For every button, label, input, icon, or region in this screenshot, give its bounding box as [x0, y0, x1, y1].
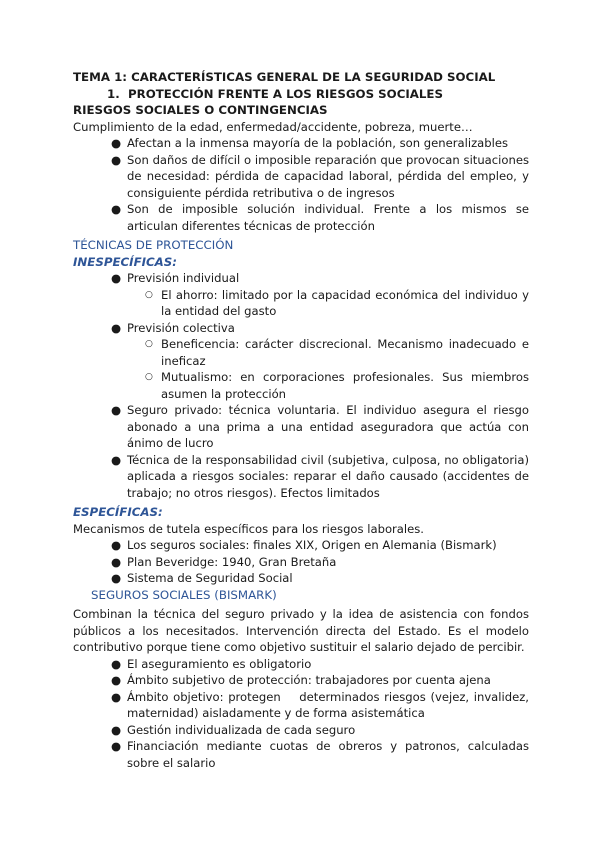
- list-item: ● Previsión colectiva ○ Beneficencia: carácter discrecional. Mecanismo inadecuado e ineficaz ○ Mutualismo: en corporaciones profesionales. Sus miembros asumen la protección: [111, 320, 529, 401]
- list-item: ● Gestión individualizada de cada seguro: [111, 722, 356, 737]
- list-item: ● Los seguros sociales: finales XIX, Origen en Alemania (Bismark): [111, 538, 497, 552]
- bullet-icon: ●: [111, 689, 122, 704]
- circle-bullet-icon: ○: [145, 372, 153, 382]
- bullet-icon: ●: [111, 452, 122, 467]
- bullet-icon: ●: [111, 554, 122, 569]
- bullet-icon: ●: [111, 656, 122, 671]
- sublist: [127, 287, 529, 320]
- list-item: ● Son de imposible solución individual. Frente a los mismos se articulan diferentes técnicas de protección: [111, 202, 529, 233]
- list-item: ● Plan Beveridge: 1940, Gran Bretaña: [111, 554, 337, 569]
- seguros-intro: Combinan la técnica del seguro privado y la idea de asistencia con fondos públicos a los necesitados. Intervención directa del Estado. Es el modelo contributivo porque tiene como objetivo sustituir el salario dejado de percibir.: [73, 607, 529, 654]
- bullet-icon: ●: [111, 673, 122, 687]
- riesgos-heading: RIESGOS SOCIALES O CONTINGENCIAS: [73, 103, 328, 117]
- sublist-item: ○ Beneficencia: carácter discrecional. Mecanismo inadecuado e ineficaz: [145, 337, 529, 368]
- list-item: ● Previsión individual ○ El ahorro: limitado por la capacidad económica del individuo y la entidad del gasto: [111, 271, 529, 318]
- tecnicas-heading: TÉCNICAS DE PROTECCIÓN: [73, 238, 234, 252]
- list-item: ● Afectan a la inmensa mayoría de la población, son generalizables: [111, 136, 509, 150]
- sublist: [127, 336, 529, 402]
- riesgos-intro: Cumplimiento de la edad, enfermedad/accidente, pobreza, muerte…: [73, 119, 473, 134]
- bullet-icon: ●: [111, 571, 122, 585]
- inespecificas-heading: INESPECÍFICAS:: [73, 254, 178, 269]
- bullet-icon: ●: [111, 152, 122, 167]
- list-item: ● Ámbito subjetivo de protección: trabajadores por cuenta ajena: [111, 673, 491, 687]
- list-item: ● Seguro privado: técnica voluntaria. El individuo asegura el riesgo abonado a una prima a una entidad aseguradora que actúa con ánimo de lucro: [111, 403, 529, 450]
- document-content: [73, 69, 533, 771]
- seguros-heading: SEGUROS SOCIALES (BISMARK): [91, 587, 277, 602]
- bullet-icon: ●: [111, 722, 122, 737]
- circle-bullet-icon: ○: [145, 339, 153, 349]
- especificas-list: [73, 537, 529, 587]
- riesgos-list: [73, 135, 529, 234]
- section-title: PROTECCIÓN FRENTE A LOS RIESGOS SOCIALES: [128, 86, 443, 101]
- seguros-list: [73, 656, 533, 772]
- sublist-item: ○ Mutualismo: en corporaciones profesionales. Sus miembros asumen la protección: [145, 370, 529, 401]
- list-item: ● Sistema de Seguridad Social: [111, 571, 293, 585]
- list-item: ● Ámbito objetivo: protegen determinados riesgos (vejez, invalidez, maternidad) aisladamente y de forma asistemática: [111, 689, 533, 720]
- bullet-icon: ●: [111, 136, 122, 150]
- section-heading-1: [107, 86, 529, 103]
- circle-bullet-icon: ○: [145, 289, 153, 300]
- list-item: ● Financiación mediante cuotas de obreros y patronos, calculadas sobre el salario: [111, 739, 529, 770]
- bullet-icon: ●: [111, 538, 122, 552]
- list-item: ● Técnica de la responsabilidad civil (subjetiva, culposa, no obligatoria) aplicada a riesgos sociales: reparar el daño causado (accidentes de trabajo; no otros riesgos). Efectos limitados: [111, 452, 529, 500]
- especificas-heading: ESPECÍFICAS:: [73, 505, 163, 519]
- bullet-icon: ●: [111, 739, 122, 753]
- list-item: ● El aseguramiento es obligatorio: [111, 656, 312, 671]
- document-title: TEMA 1: CARACTERÍSTICAS GENERAL DE LA SEGURIDAD SOCIAL: [73, 70, 496, 84]
- bullet-icon: ●: [111, 320, 122, 335]
- section-number: 1.: [107, 86, 120, 101]
- bullet-icon: ●: [111, 403, 122, 417]
- bullet-icon: ●: [111, 271, 122, 285]
- especificas-intro: Mecanismos de tutela específicos para los riesgos laborales.: [73, 521, 424, 536]
- list-item: ● Son daños de difícil o imposible reparación que provocan situaciones de necesidad: pérdida de capacidad laboral, pérdida del empleo, y consiguiente pérdida retributiva o de ingresos: [111, 152, 529, 200]
- inespecificas-list: [73, 270, 529, 501]
- sublist-item: ○ El ahorro: limitado por la capacidad económica del individuo y la entidad del gasto: [145, 287, 529, 318]
- bullet-icon: ●: [111, 202, 122, 216]
